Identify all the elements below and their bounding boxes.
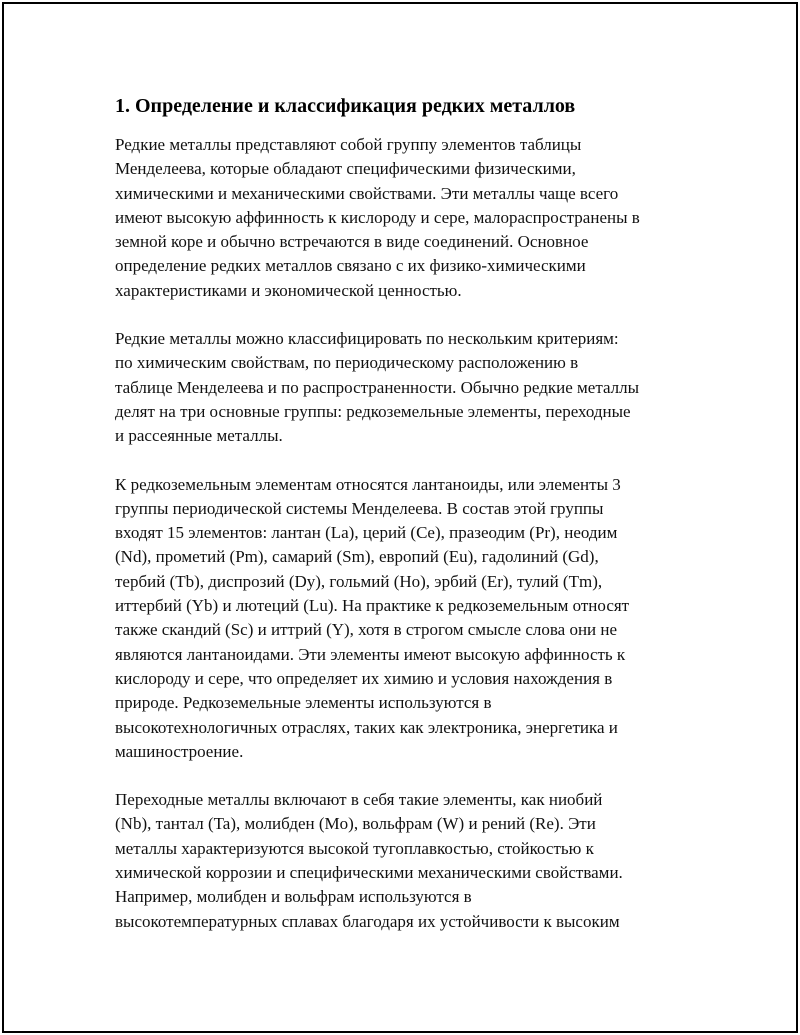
text-line: по химическим свойствам, по периодическому расположению в bbox=[115, 353, 579, 373]
text-line: характеристиками и экономической ценностью. bbox=[115, 280, 462, 300]
text-line: Редкие металлы представляют собой группу элементов таблицы bbox=[115, 135, 582, 154]
text-line: иттербий (Yb) и лютеций (Lu). На практике к редкоземельным относят bbox=[115, 596, 630, 616]
text-line: Менделеева, которые обладают специфическими физическими, bbox=[115, 159, 576, 179]
text-line: входят 15 элементов: лантан (La), церий (Ce), празеодим (Pr), неодим bbox=[115, 523, 618, 543]
text-line: металлы характеризуются высокой тугоплавкостью, стойкостью к bbox=[115, 838, 594, 858]
text-line: и рассеянные металлы. bbox=[115, 426, 283, 446]
text-line: делят на три основные группы: редкоземельные элементы, переходные bbox=[115, 401, 631, 421]
paragraph-transition-metals bbox=[115, 788, 685, 934]
text-line: высокотехнологичных отраслях, таких как электроника, энергетика и bbox=[115, 717, 618, 737]
text-line: высокотемпературных сплавах благодаря их устойчивости к высоким bbox=[115, 911, 620, 931]
text-line: Переходные металлы включают в себя такие элементы, как ниобий bbox=[115, 790, 603, 810]
text-line: Редкие металлы можно классифицировать по нескольким критериям: bbox=[115, 329, 619, 349]
text-line: (Nb), тантал (Ta), молибден (Mo), вольфрам (W) и рений (Re). Эти bbox=[115, 814, 596, 834]
text-line: (Nd), прометий (Pm), самарий (Sm), европий (Eu), гадолиний (Gd), bbox=[115, 547, 599, 567]
text-line: таблице Менделеева и по распространенности. Обычно редкие металлы bbox=[115, 377, 640, 397]
text-line: природе. Редкоземельные элементы используются в bbox=[115, 693, 492, 713]
text-line: химической коррозии и специфическими механическими свойствами. bbox=[115, 863, 623, 883]
paragraph-definition bbox=[115, 133, 685, 303]
document-body bbox=[115, 92, 685, 958]
text-line: кислороду и сере, что определяет их химию и условия нахождения в bbox=[115, 668, 613, 688]
text-line: являются лантаноидами. Эти элементы имеют высокую аффинность к bbox=[115, 644, 626, 664]
paragraph-classification bbox=[115, 327, 685, 448]
text-line: земной коре и обычно встречаются в виде соединений. Основное bbox=[115, 232, 589, 252]
text-line: группы периодической системы Менделеева. В состав этой группы bbox=[115, 498, 604, 518]
section-heading: 1. Определение и классификация редких металлов bbox=[115, 95, 576, 117]
text-line: тербий (Tb), диспрозий (Dy), гольмий (Ho), эрбий (Er), тулий (Tm), bbox=[115, 571, 603, 591]
paragraph-rare-earth bbox=[115, 473, 685, 765]
text-line: Например, молибден и вольфрам используются в bbox=[115, 887, 472, 907]
text-line: имеют высокую аффинность к кислороду и сере, малораспространены в bbox=[115, 207, 640, 227]
text-line: также скандий (Sc) и иттрий (Y), хотя в строгом смысле слова они не bbox=[115, 620, 618, 640]
text-line: машиностроение. bbox=[115, 741, 244, 761]
text-line: К редкоземельным элементам относятся лантаноиды, или элементы 3 bbox=[115, 474, 621, 494]
text-line: химическими и механическими свойствами. Эти металлы чаще всего bbox=[115, 183, 619, 203]
text-line: определение редких металлов связано с их физико-химическими bbox=[115, 256, 586, 276]
